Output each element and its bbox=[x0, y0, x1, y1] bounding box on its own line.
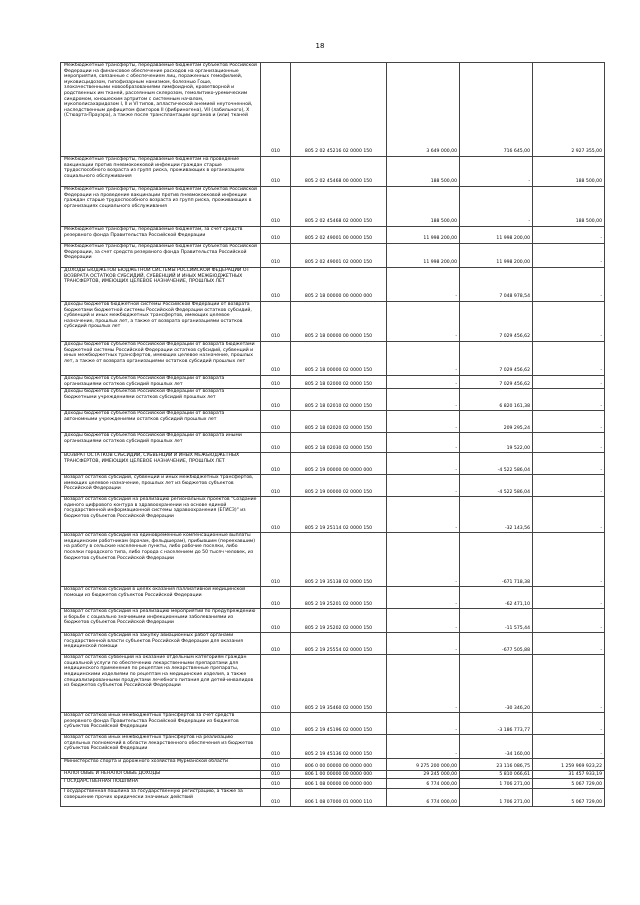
table-row bbox=[61, 713, 605, 735]
table-row bbox=[61, 633, 605, 655]
cell-executed: 7 048 978,54 bbox=[460, 268, 533, 302]
cell-kbk: 805 2 19 25202 02 0000 150 bbox=[291, 609, 387, 633]
cell-executed: 19 522,00 bbox=[460, 433, 533, 453]
cell-remaining: - bbox=[533, 376, 605, 389]
cell-remaining: - bbox=[533, 268, 605, 302]
cell-approved: 188 500,00 bbox=[387, 157, 460, 187]
cell-remaining: - bbox=[533, 453, 605, 475]
cell-remaining: - bbox=[533, 587, 605, 609]
cell-name: ГОСУДАРСТВЕННАЯ ПОШЛИНА bbox=[61, 779, 261, 789]
cell-approved: 11 998 200,00 bbox=[387, 227, 460, 244]
cell-approved: - bbox=[387, 633, 460, 655]
cell-name: Министерство спорта и дорожного хозяйства Мурманской области bbox=[61, 759, 261, 771]
cell-code: 010 bbox=[261, 655, 291, 713]
cell-code: 010 bbox=[261, 475, 291, 497]
cell-name: Доходы бюджетов субъектов Российской Федерации от возврата иными организациями остатков субсидий прошлых лет bbox=[61, 433, 261, 453]
cell-approved: 3 649 000,00 bbox=[387, 63, 460, 157]
cell-executed: -677 505,88 bbox=[460, 633, 533, 655]
cell-code: 010 bbox=[261, 389, 291, 411]
cell-name: Возврат остатков субсидий, субвенций и иных межбюджетных трансфертов, имеющих целевое назначение, прошлых лет из бюджетов субъектов Российской Федерации bbox=[61, 475, 261, 497]
cell-remaining: - bbox=[533, 227, 605, 244]
cell-approved: - bbox=[387, 533, 460, 587]
cell-kbk: 805 2 19 35138 02 0000 150 bbox=[291, 533, 387, 587]
cell-approved: 9 275 200 000,00 bbox=[387, 759, 460, 771]
cell-code: 010 bbox=[261, 735, 291, 759]
cell-name: Доходы бюджетов бюджетной системы Российской Федерации от возврата бюджетами бюджетной системы Российской Федерации остатков субсидий, субвенций и иных межбюджетных трансфертов, имеющих целевое назначение, прошлых лет, а также от возврата организациями остатков субсидий прошлых лет bbox=[61, 302, 261, 342]
cell-approved: - bbox=[387, 735, 460, 759]
cell-name: Доходы бюджетов субъектов Российской Федерации от возврата организациями остатков субсидий прошлых лет bbox=[61, 376, 261, 389]
cell-kbk: 805 2 19 25114 02 0000 150 bbox=[291, 497, 387, 533]
cell-remaining: 1 259 969 923,22 bbox=[533, 759, 605, 771]
cell-code: 010 bbox=[261, 63, 291, 157]
cell-remaining: - bbox=[533, 411, 605, 433]
cell-remaining: - bbox=[533, 633, 605, 655]
cell-approved: - bbox=[387, 475, 460, 497]
cell-code: 010 bbox=[261, 533, 291, 587]
cell-code: 010 bbox=[261, 759, 291, 771]
cell-code: 010 bbox=[261, 433, 291, 453]
cell-code: 010 bbox=[261, 157, 291, 187]
table-row bbox=[61, 389, 605, 411]
cell-kbk: 806 1 08 00000 00 0000 000 bbox=[291, 779, 387, 789]
cell-code: 010 bbox=[261, 342, 291, 376]
table-row bbox=[61, 587, 605, 609]
cell-kbk: 805 2 19 25201 02 0000 150 bbox=[291, 587, 387, 609]
cell-remaining: 5 067 729,00 bbox=[533, 789, 605, 807]
cell-executed: 209 295,24 bbox=[460, 411, 533, 433]
cell-approved: - bbox=[387, 268, 460, 302]
table-row bbox=[61, 411, 605, 433]
cell-code: 010 bbox=[261, 609, 291, 633]
cell-kbk: 806 1 08 07000 01 0000 110 bbox=[291, 789, 387, 807]
cell-name: Межбюджетные трансферты, передаваемые бюджетам субъектов Российской Федерации на финансовое обеспечение расходов на организационные мероприятия, связанные с обеспечением лиц, пораженных гемофилией, муковисцидозом, гипофизарным нанизмом, болезнью Гоше, злокачественными новообразованиями лимфоидной, кроветворной и родственных им тканей, рассеянным склерозом, гемолитико-уремическим синдромом, юношеским артритом с системным началом, мукополисахаридозом I, II и VI типов, апластической анемией неуточненной, наследственным дефицитом факторов II (фибриногена), VII (лабильного), X (Стюарта-Прауэра), а также после трансплантации органов и (или) тканей bbox=[61, 63, 261, 157]
cell-name: Доходы бюджетов субъектов Российской Федерации от возврата автономными учреждениями остатков субсидий прошлых лет bbox=[61, 411, 261, 433]
cell-executed: 6 820 161,38 bbox=[460, 389, 533, 411]
cell-remaining: - bbox=[533, 342, 605, 376]
cell-name: ДОХОДЫ БЮДЖЕТОВ БЮДЖЕТНОЙ СИСТЕМЫ РОССИЙСКОЙ ФЕДЕРАЦИИ ОТ ВОЗВРАТА ОСТАТКОВ СУБСИДИЙ, СУБВЕНЦИЙ И ИНЫХ МЕЖБЮДЖЕТНЫХ ТРАНСФЕРТОВ, ИМЕЮЩИХ ЦЕЛЕВОЕ НАЗНАЧЕНИЕ, ПРОШЛЫХ ЛЕТ bbox=[61, 268, 261, 302]
cell-kbk: 805 2 19 00000 02 0000 150 bbox=[291, 475, 387, 497]
cell-approved: - bbox=[387, 713, 460, 735]
cell-approved: - bbox=[387, 655, 460, 713]
cell-name: Возврат остатков субсидий на единовременные компенсационные выплаты медицинским работникам (врачам, фельдшерам), прибывшим (переехавшим) на работу в сельские населенные пункты, либо рабочие поселки, либо поселки городского типа, либо города с населением до 50 тысяч человек, из бюджетов субъектов Российской Федерации bbox=[61, 533, 261, 587]
cell-remaining: - bbox=[533, 713, 605, 735]
cell-code: 010 bbox=[261, 302, 291, 342]
cell-executed: 11 998 200,00 bbox=[460, 227, 533, 244]
cell-executed: -62 471,10 bbox=[460, 587, 533, 609]
cell-executed: -3 186 773,77 bbox=[460, 713, 533, 735]
cell-code: 010 bbox=[261, 497, 291, 533]
cell-name: Государственная пошлина за государственную регистрацию, а также за совершение прочих юридически значимых действий bbox=[61, 789, 261, 807]
cell-name: Возврат остатков субвенций на оказание отдельным категориям граждан социальной услуги по обеспечению лекарственными препаратами для медицинского применения по рецептам на лекарственные препараты, медицинскими изделиями по рецептам на медицинские изделия, а также специализированными продуктами лечебного питания для детей-инвалидов из бюджетов субъектов Российской Федерации bbox=[61, 655, 261, 713]
cell-remaining: - bbox=[533, 533, 605, 587]
cell-name: Возврат остатков иных межбюджетных трансфертов за счет средств резервного фонда Правительства Российской Федерации из бюджетов субъектов Российской Федерации bbox=[61, 713, 261, 735]
table-row bbox=[61, 157, 605, 187]
cell-executed: 23 116 086,75 bbox=[460, 759, 533, 771]
cell-approved: - bbox=[387, 587, 460, 609]
cell-kbk: 805 2 02 49001 00 0000 150 bbox=[291, 227, 387, 244]
cell-code: 010 bbox=[261, 633, 291, 655]
table-row bbox=[61, 268, 605, 302]
table-row bbox=[61, 735, 605, 759]
cell-code: 010 bbox=[261, 771, 291, 779]
table-row bbox=[61, 376, 605, 389]
cell-approved: 11 998 200,00 bbox=[387, 244, 460, 268]
table-row bbox=[61, 244, 605, 268]
cell-approved: 188 500,00 bbox=[387, 187, 460, 227]
cell-name: Межбюджетные трансферты, передаваемые бюджетам на проведение вакцинации против пневмококковой инфекции граждан старше трудоспособного возраста из групп риска, проживающих в организациях социального обслуживания bbox=[61, 157, 261, 187]
table-body bbox=[61, 63, 605, 807]
cell-code: 010 bbox=[261, 187, 291, 227]
cell-executed: 5 810 066,61 bbox=[460, 771, 533, 779]
cell-code: 010 bbox=[261, 587, 291, 609]
cell-kbk: 805 2 02 45468 02 0000 150 bbox=[291, 187, 387, 227]
cell-executed: -4 522 586,04 bbox=[460, 453, 533, 475]
table-row bbox=[61, 771, 605, 779]
cell-name: Межбюджетные трансферты, передаваемые бюджетам субъектов Российской Федерации, за счет средств резервного фонда Правительства Российской Федерации bbox=[61, 244, 261, 268]
cell-kbk: 805 2 18 02010 02 0000 150 bbox=[291, 389, 387, 411]
cell-executed: 7 029 456,62 bbox=[460, 302, 533, 342]
cell-name: Доходы бюджетов субъектов Российской Федерации от возврата бюджетными учреждениями остатков субсидий прошлых лет bbox=[61, 389, 261, 411]
cell-executed: -32 143,56 bbox=[460, 497, 533, 533]
cell-name: Возврат остатков субсидий на закупку авиационных работ органами государственной власти субъектов Российской Федерации для оказания медицинской помощи bbox=[61, 633, 261, 655]
cell-remaining: - bbox=[533, 497, 605, 533]
cell-code: 010 bbox=[261, 376, 291, 389]
cell-name: Возврат остатков иных межбюджетных трансфертов на реализацию отдельных полномочий в области лекарственного обеспечения из бюджетов субъектов Российской Федерации bbox=[61, 735, 261, 759]
cell-kbk: 805 2 02 45468 00 0000 150 bbox=[291, 157, 387, 187]
cell-approved: - bbox=[387, 609, 460, 633]
cell-executed: -11 575,44 bbox=[460, 609, 533, 633]
cell-name: Доходы бюджетов субъектов Российской Федерации от возврата бюджетами бюджетной системы Российской Федерации остатков субсидий, субвенций и иных межбюджетных трансфертов, имеющих целевое назначение, прошлых лет, а также от возврата организациями остатков субсидий прошлых лет bbox=[61, 342, 261, 376]
cell-approved: - bbox=[387, 433, 460, 453]
cell-name: Возврат остатков субсидий на реализацию региональных проектов "Создание единого цифрового контура в здравоохранении на основе единой государственной информационной системы здравоохранения (ЕГИСЗ)" из бюджетов субъектов Российской Федерации bbox=[61, 497, 261, 533]
cell-remaining: - bbox=[533, 244, 605, 268]
cell-code: 010 bbox=[261, 779, 291, 789]
table-row bbox=[61, 789, 605, 807]
table-row bbox=[61, 497, 605, 533]
cell-remaining: 31 457 933,19 bbox=[533, 771, 605, 779]
cell-executed: 716 645,00 bbox=[460, 63, 533, 157]
table-row bbox=[61, 342, 605, 376]
cell-kbk: 805 2 18 00000 00 0000 150 bbox=[291, 302, 387, 342]
table-row bbox=[61, 227, 605, 244]
cell-code: 010 bbox=[261, 268, 291, 302]
cell-approved: - bbox=[387, 302, 460, 342]
cell-remaining: - bbox=[533, 609, 605, 633]
cell-executed: - bbox=[460, 157, 533, 187]
table-row bbox=[61, 187, 605, 227]
cell-kbk: 805 2 18 02020 02 0000 150 bbox=[291, 411, 387, 433]
cell-remaining: - bbox=[533, 302, 605, 342]
table-row bbox=[61, 533, 605, 587]
cell-kbk: 805 2 19 45196 02 0000 150 bbox=[291, 713, 387, 735]
revenue-table bbox=[60, 62, 605, 807]
cell-remaining: 188 500,00 bbox=[533, 187, 605, 227]
cell-approved: - bbox=[387, 453, 460, 475]
cell-approved: 6 774 000,00 bbox=[387, 789, 460, 807]
cell-name: НАЛОГОВЫЕ И НЕНАЛОГОВЫЕ ДОХОДЫ bbox=[61, 771, 261, 779]
cell-approved: 6 774 000,00 bbox=[387, 779, 460, 789]
cell-executed: - bbox=[460, 187, 533, 227]
cell-approved: - bbox=[387, 342, 460, 376]
cell-code: 010 bbox=[261, 453, 291, 475]
page-number: 18 bbox=[315, 42, 325, 50]
cell-name: Межбюджетные трансферты, передаваемые бюджетам субъектов Российской Федерации на проведение вакцинации против пневмококковой инфекции граждан старше трудоспособного возраста из групп риска, проживающих в организациях социального обслуживания bbox=[61, 187, 261, 227]
cell-code: 010 bbox=[261, 227, 291, 244]
cell-executed: -30 346,20 bbox=[460, 655, 533, 713]
cell-name: ВОЗВРАТ ОСТАТКОВ СУБСИДИЙ, СУБВЕНЦИЙ И ИНЫХ МЕЖБЮДЖЕТНЫХ ТРАНСФЕРТОВ, ИМЕЮЩИХ ЦЕЛЕВОЕ НАЗНАЧЕНИЕ, ПРОШЛЫХ ЛЕТ bbox=[61, 453, 261, 475]
cell-remaining: - bbox=[533, 475, 605, 497]
table-row bbox=[61, 475, 605, 497]
cell-executed: 7 029 456,62 bbox=[460, 342, 533, 376]
cell-name: Возврат остатков субсидий в целях оказания паллиативной медицинской помощи из бюджетов субъектов Российской Федерации bbox=[61, 587, 261, 609]
table-row bbox=[61, 779, 605, 789]
cell-kbk: 806 0 00 00000 00 0000 000 bbox=[291, 759, 387, 771]
cell-remaining: - bbox=[533, 389, 605, 411]
cell-code: 010 bbox=[261, 411, 291, 433]
cell-name: Межбюджетные трансферты, передаваемые бюджетам, за счет средств резервного фонда Правительства Российской Федерации bbox=[61, 227, 261, 244]
cell-approved: - bbox=[387, 389, 460, 411]
cell-executed: -4 522 586,04 bbox=[460, 475, 533, 497]
cell-executed: -34 160,00 bbox=[460, 735, 533, 759]
table-row bbox=[61, 609, 605, 633]
cell-kbk: 805 2 19 35460 02 0000 150 bbox=[291, 655, 387, 713]
cell-kbk: 805 2 18 00000 02 0000 150 bbox=[291, 342, 387, 376]
cell-remaining: - bbox=[533, 433, 605, 453]
table-row bbox=[61, 655, 605, 713]
table-row bbox=[61, 63, 605, 157]
cell-name: Возврат остатков субсидий на реализацию мероприятий по предупреждению и борьбе с социально значимыми инфекционными заболеваниями из бюджетов субъектов Российской Федерации bbox=[61, 609, 261, 633]
cell-approved: - bbox=[387, 497, 460, 533]
cell-approved: - bbox=[387, 411, 460, 433]
cell-kbk: 805 2 19 00000 00 0000 000 bbox=[291, 453, 387, 475]
cell-code: 010 bbox=[261, 713, 291, 735]
cell-kbk: 805 2 02 45216 02 0000 150 bbox=[291, 63, 387, 157]
cell-remaining: 5 067 729,00 bbox=[533, 779, 605, 789]
cell-kbk: 805 2 18 02030 02 0000 150 bbox=[291, 433, 387, 453]
cell-kbk: 805 2 19 45136 02 0000 150 bbox=[291, 735, 387, 759]
cell-approved: - bbox=[387, 376, 460, 389]
table-row bbox=[61, 433, 605, 453]
cell-remaining: - bbox=[533, 655, 605, 713]
cell-code: 010 bbox=[261, 244, 291, 268]
cell-executed: 7 029 456,62 bbox=[460, 376, 533, 389]
table-row bbox=[61, 302, 605, 342]
cell-executed: 11 998 200,00 bbox=[460, 244, 533, 268]
table-row bbox=[61, 453, 605, 475]
cell-code: 010 bbox=[261, 789, 291, 807]
cell-kbk: 805 2 18 00000 00 0000 000 bbox=[291, 268, 387, 302]
cell-kbk: 805 2 18 02000 02 0000 150 bbox=[291, 376, 387, 389]
cell-kbk: 806 1 00 00000 00 0000 000 bbox=[291, 771, 387, 779]
cell-executed: -671 718,38 bbox=[460, 533, 533, 587]
cell-remaining: 188 500,00 bbox=[533, 157, 605, 187]
table-row bbox=[61, 759, 605, 771]
cell-approved: 29 245 000,00 bbox=[387, 771, 460, 779]
cell-remaining: 2 927 355,00 bbox=[533, 63, 605, 157]
cell-executed: 1 706 271,00 bbox=[460, 789, 533, 807]
cell-kbk: 805 2 02 49001 02 0000 150 bbox=[291, 244, 387, 268]
cell-executed: 1 706 271,00 bbox=[460, 779, 533, 789]
cell-remaining: - bbox=[533, 735, 605, 759]
cell-kbk: 805 2 19 25554 02 0000 150 bbox=[291, 633, 387, 655]
